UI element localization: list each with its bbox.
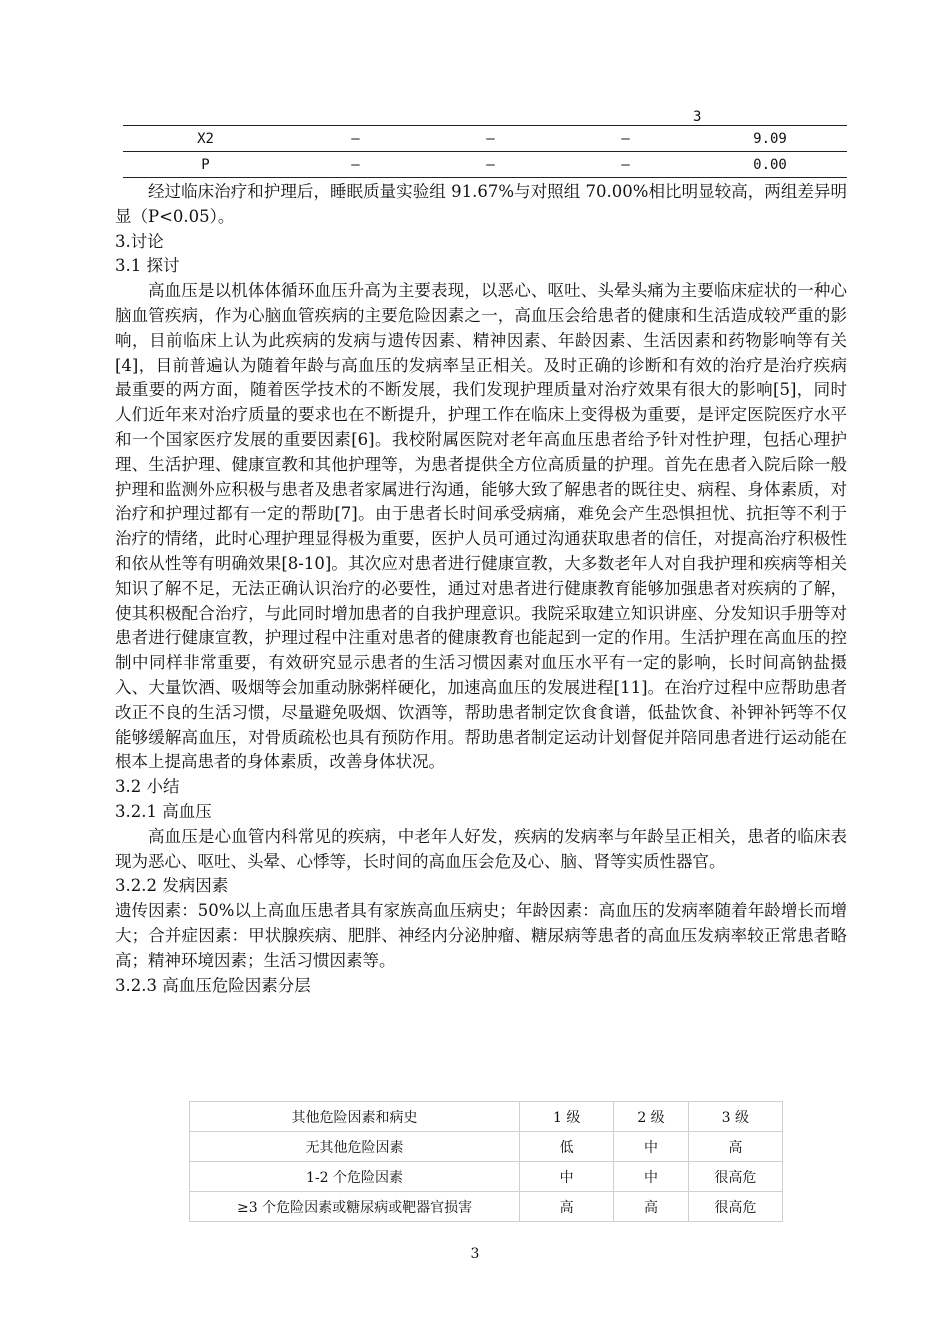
section-heading: 3.2.3 高血压危险因素分层 — [115, 975, 311, 995]
table-cell: — — [558, 152, 693, 178]
table-row — [123, 95, 847, 126]
statistics-table — [123, 95, 847, 178]
factors-paragraph: 遗传因素：50%以上高血压患者具有家族高血压病史；年龄因素：高血压的发病率随着年龄增长而增大；合并症因素：甲状腺疾病、肥胖、神经内分泌肿瘤、糖尿病等患者的高血压发病率较正常患者略高；精神环境因素；生活习惯因素等。 — [115, 901, 847, 970]
table-cell: — — [423, 152, 558, 178]
table-cell: 高 — [614, 1192, 688, 1222]
section-heading: 3.1 探讨 — [115, 256, 180, 276]
section-heading: 3.2.1 高血压 — [115, 801, 212, 821]
table-cell: 高 — [688, 1132, 782, 1162]
row-label: P — [123, 152, 288, 178]
table-cell: 高 — [520, 1192, 614, 1222]
table-cell: — — [423, 126, 558, 152]
section-heading: 3.2.2 发病因素 — [115, 876, 229, 896]
table-cell: 0.00 — [693, 152, 847, 178]
table-cell: 很高危 — [688, 1162, 782, 1192]
risk-stratification-table — [189, 1101, 783, 1222]
table-cell: 很高危 — [688, 1192, 782, 1222]
discussion-paragraph: 高血压是以机体体循环血压升高为主要表现，以恶心、呕吐、头晕头痛为主要临床症状的一种心脑血管疾病，作为心脑血管疾病的主要危险因素之一，高血压会给患者的健康和生活造成较严重的影响，目前临床上认为此疾病的发病与遗传因素、精神因素、年龄因素、生活因素和药物影响等有关[4]，目前普遍认为随着年龄与高血压的发病率呈正相关。及时正确的诊断和有效的治疗是治疗疾病最重要的两方面，随着医学技术的不断发展，我们发现护理质量对治疗效果有很大的影响[5]，同时人们近年来对治疗质量的要求也在不断提升，护理工作在临床上变得极为重要，是评定医院医疗水平和一个国家医疗发展的重要因素[6]。我校附属医院对老年高血压患者给予针对性护理，包括心理护理、生活护理、健康宣教和其他护理等，为患者提供全方位高质量的护理。首先在患者入院后除一般护理和监测外应积极与患者及患者家属进行沟通，能够大致了解患者的既往史、病程、身体素质，对治疗和护理过都有一定的帮助[7]。由于患者长时间承受病痛，难免会产生恐惧担忧、抗拒等不利于治疗的情绪，此时心理护理显得极为重要，医护人员可通过沟通获取患者的信任，对提高治疗积极性和依从性等有明确效果[8-10]。其次应对患者进行健康宣教，大多数老年人对自我护理和疾病等相关知识了解不足，无法正确认识治疗的必要性，通过对患者进行健康教育能够加强患者对疾病的了解，使其积极配合治疗，与此同时增加患者的自我护理意识。我院采取建立知识讲座、分发知识手册等对患者进行健康宣教，护理过程中注重对患者的健康教育也能起到一定的作用。生活护理在高血压的控制中同样非常重要，有效研究显示患者的生活习惯因素对血压水平有一定的影响，长时间高钠盐摄入、大量饮酒、吸烟等会加重动脉粥样硬化，加速高血压的发展进程[11]。在治疗过程中应帮助患者改正不良的生活习惯，尽量避免吸烟、饮酒等，帮助患者制定饮食食谱，低盐饮食、补钾补钙等不仅能够缓解高血压，对骨质疏松也具有预防作用。帮助患者制定运动计划督促并陪同患者进行运动能在根本上提高患者的身体素质，改善身体状况。 — [115, 281, 847, 772]
table-cell: 3 — [693, 95, 847, 126]
result-paragraph: 经过临床治疗和护理后，睡眠质量实验组 91.67%与对照组 70.00%相比明显较高，两组差异明显（P<0.05）。 — [115, 182, 847, 226]
table-cell: — — [288, 126, 423, 152]
table-header-row — [190, 1102, 783, 1132]
table-cell: 9.09 — [693, 126, 847, 152]
section-heading: 3.2 小结 — [115, 777, 180, 797]
column-header: 其他危险因素和病史 — [190, 1102, 520, 1132]
table-cell: 中 — [614, 1162, 688, 1192]
table-row — [190, 1192, 783, 1222]
table-row — [190, 1162, 783, 1192]
table-cell: — — [558, 126, 693, 152]
column-header: 1 级 — [520, 1102, 614, 1132]
body-text — [115, 180, 847, 998]
column-header: 2 级 — [614, 1102, 688, 1132]
row-label: X2 — [123, 126, 288, 152]
table-cell: 中 — [614, 1132, 688, 1162]
table-cell: 无其他危险因素 — [190, 1132, 520, 1162]
column-header: 3 级 — [688, 1102, 782, 1132]
hypertension-paragraph: 高血压是心血管内科常见的疾病，中老年人好发，疾病的发病率与年龄呈正相关，患者的临床表现为恶心、呕吐、头晕、心悸等，长时间的高血压会危及心、脑、肾等实质性器官。 — [115, 826, 847, 871]
table-cell: — — [288, 152, 423, 178]
table-cell: 低 — [520, 1132, 614, 1162]
table-row — [190, 1132, 783, 1162]
page-number: 3 — [470, 1246, 480, 1262]
section-heading: 3.讨论 — [115, 231, 164, 251]
table-cell: ≥3 个危险因素或糖尿病或靶器官损害 — [190, 1192, 520, 1222]
table-row — [123, 152, 847, 178]
table-cell: 中 — [520, 1162, 614, 1192]
table-cell: 1-2 个危险因素 — [190, 1162, 520, 1192]
table-row — [123, 126, 847, 152]
